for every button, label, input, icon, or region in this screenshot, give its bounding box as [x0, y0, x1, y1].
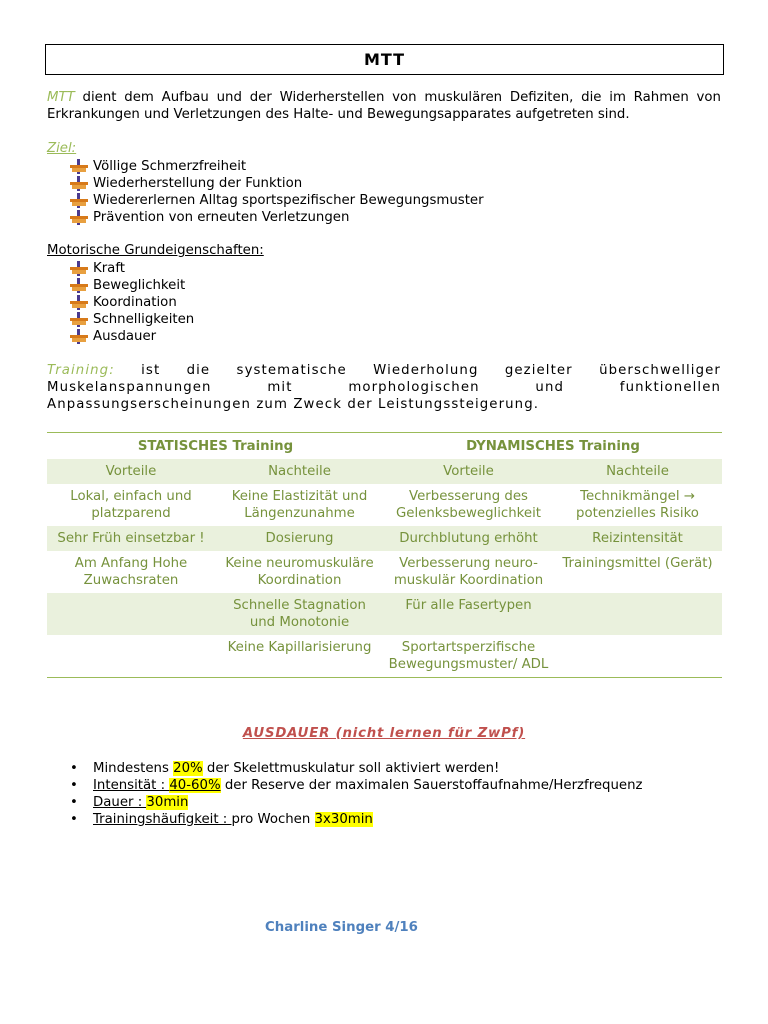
arrow-bullet-icon	[70, 176, 88, 191]
training-term: Training:	[47, 363, 115, 378]
table-cell: Keine Elastizität und Längenzunahme	[231, 489, 368, 521]
table-cell: Schnelle Stagnation und Monotonie	[215, 593, 384, 635]
training-paragraph	[47, 362, 721, 413]
motorik-label: Motorische Grundeigenschaften:	[47, 243, 264, 258]
bullet-dot-icon: •	[70, 812, 78, 827]
list-item: Beweglichkeit	[70, 277, 194, 294]
table-cell: Verbesserung des Gelenksbeweglichkeit	[396, 489, 541, 521]
table-cell: Trainingsmittel (Gerät)	[562, 556, 713, 571]
list-item: Ausdauer	[70, 328, 194, 345]
dynamisches-header: DYNAMISCHES Training	[384, 433, 722, 460]
arrow-bullet-icon	[70, 159, 88, 174]
table-cell: Lokal, einfach und platzparend	[70, 489, 192, 521]
list-item: Wiedererlernen Alltag sportspezifischer Bewegungsmuster	[70, 192, 484, 209]
arrow-bullet-icon	[70, 278, 88, 293]
bullet-dot-icon: •	[70, 795, 78, 810]
table-row	[47, 635, 722, 678]
list-item: Schnelligkeiten	[70, 311, 194, 328]
page-title: MTT	[45, 44, 724, 75]
table-subheader: Nachteile	[215, 459, 384, 484]
list-item: Kraft	[70, 260, 194, 277]
table-cell: Sportartsperzifische Bewegungsmuster/ ADL	[384, 635, 553, 678]
table-row	[47, 526, 722, 551]
table-group-header-row	[47, 433, 722, 460]
bullet-dot-icon: •	[70, 778, 78, 793]
bullet-dot-icon: •	[70, 761, 78, 776]
table-row	[47, 484, 722, 526]
table-cell: Technikmängel → potenzielles Risiko	[576, 489, 699, 521]
intro-paragraph	[47, 89, 721, 123]
table-row	[47, 593, 722, 635]
list-item: Völlige Schmerzfreiheit	[70, 158, 484, 175]
motorik-list	[70, 260, 194, 345]
table-cell: Keine Kapillarisierung	[215, 635, 384, 678]
table-cell: Dosierung	[215, 526, 384, 551]
table-cell: Verbesserung neuro-muskulär Koordination	[393, 556, 544, 588]
table-subheader: Nachteile	[553, 459, 722, 484]
list-item: Wiederherstellung der Funktion	[70, 175, 484, 192]
table-cell: Durchblutung erhöht	[384, 526, 553, 551]
arrow-bullet-icon	[70, 295, 88, 310]
table-cell	[47, 635, 215, 678]
arrow-bullet-icon	[70, 210, 88, 225]
table-cell: Keine neuromuskuläre Koordination	[225, 556, 374, 588]
ausdauer-list	[70, 760, 643, 828]
table-cell: Für alle Fasertypen	[384, 593, 553, 635]
table-cell	[553, 593, 722, 635]
table-subheader: Vorteile	[47, 459, 215, 484]
list-item: Prävention von erneuten Verletzungen	[70, 209, 484, 226]
table-row	[47, 551, 722, 593]
training-comparison-table	[47, 432, 722, 678]
list-item: • Mindestens 20% der Skelettmuskulatur soll aktiviert werden!	[70, 761, 500, 776]
table-cell: Am Anfang Hohe Zuwachsraten	[74, 556, 188, 588]
statisches-header: STATISCHES Training	[47, 433, 384, 460]
footer-author: Charline Singer 4/16	[265, 920, 418, 935]
intro-term: MTT	[47, 90, 75, 105]
table-cell: Reizintensität	[553, 526, 722, 551]
ziel-label: Ziel:	[47, 141, 77, 156]
ziel-list	[70, 158, 484, 226]
training-text: ist die systematische Wiederholung gezielter überschwelliger Muskelanspannungen mit morphologischen und funktionellen Anpassungserscheinungen zum Zweck der Leistungssteigerung.	[47, 363, 721, 412]
table-subheader-row	[47, 459, 722, 484]
arrow-bullet-icon	[70, 312, 88, 327]
arrow-bullet-icon	[70, 193, 88, 208]
list-item: • Trainingshäufigkeit : pro Wochen 3x30min	[70, 812, 373, 827]
list-item: • Dauer : 30min	[70, 795, 189, 810]
table-cell	[47, 593, 215, 635]
ausdauer-heading: AUSDAUER (nicht lernen für ZwPf)	[242, 726, 526, 741]
intro-text: dient dem Aufbau und der Widerherstellen von muskulären Defiziten, die im Rahmen von Erkrankungen und Verletzungen des Halte- und Bewegungsapparates aufgetreten sind.	[47, 90, 721, 122]
arrow-bullet-icon	[70, 261, 88, 276]
table-cell	[553, 635, 722, 678]
list-item: • Intensität : 40-60% der Reserve der maximalen Sauerstoffaufnahme/Herzfrequenz	[70, 778, 643, 793]
list-item: Koordination	[70, 294, 194, 311]
arrow-bullet-icon	[70, 329, 88, 344]
table-subheader: Vorteile	[384, 459, 553, 484]
table-cell: Sehr Früh einsetzbar !	[47, 526, 215, 551]
